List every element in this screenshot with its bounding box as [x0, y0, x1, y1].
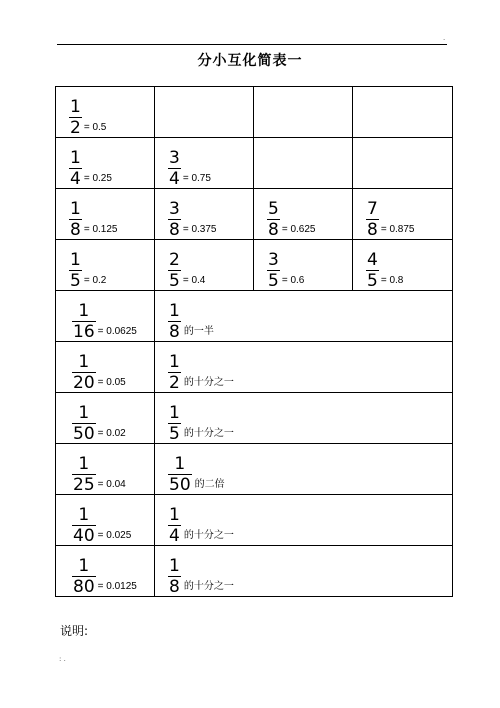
fraction [366, 251, 379, 290]
fraction-numerator: 1 [169, 403, 180, 423]
decimal-value: = 0.025 [97, 530, 132, 541]
fraction [168, 557, 181, 596]
fraction-denominator: 8 [169, 322, 180, 342]
table-cell [254, 240, 353, 291]
fraction [267, 200, 280, 239]
fraction-numerator: 1 [174, 454, 186, 474]
fraction-numerator: 1 [169, 505, 180, 525]
fraction-cell [69, 240, 154, 290]
relation-cell [168, 291, 452, 341]
fraction [168, 302, 181, 341]
fraction-cell [168, 138, 253, 188]
table-cell [254, 138, 353, 189]
fraction [72, 302, 96, 341]
fraction-denominator: 8 [268, 220, 279, 240]
fraction-numerator: 1 [70, 199, 81, 219]
decimal-value: = 0.04 [97, 479, 126, 490]
fraction-denominator: 8 [169, 577, 180, 597]
decimal-value: = 0.625 [281, 224, 316, 235]
fraction-numerator: 1 [70, 97, 81, 117]
fraction-cell [72, 393, 154, 443]
fraction [69, 149, 82, 188]
relation-cell [168, 393, 452, 443]
table-cell [56, 546, 155, 597]
fraction [72, 506, 96, 545]
table-cell [353, 189, 453, 240]
table-cell [353, 138, 453, 189]
decimal-value: = 0.875 [380, 224, 415, 235]
fraction [168, 200, 181, 239]
fraction-cell [72, 546, 154, 596]
corner-mark: · [443, 36, 446, 44]
decimal-value: = 0.02 [97, 428, 126, 439]
fraction-denominator: 50 [169, 475, 191, 495]
fraction-cell [267, 240, 352, 290]
fraction-numerator: 4 [367, 250, 378, 270]
fraction [168, 455, 192, 494]
decimal-value: = 0.0125 [97, 581, 137, 592]
fraction-numerator: 1 [78, 556, 90, 576]
decimal-value: = 0.6 [281, 275, 305, 286]
fraction-cell [168, 240, 253, 290]
table-cell [56, 495, 155, 546]
decimal-value: = 0.25 [83, 173, 112, 184]
table-cell [155, 393, 453, 444]
relation-cell [168, 342, 452, 392]
relation-text: 的十分之一 [183, 530, 234, 541]
fraction-denominator: 8 [367, 220, 378, 240]
fraction-denominator: 4 [169, 169, 180, 189]
table-cell [56, 138, 155, 189]
page-title: 分小互化简表一 [197, 53, 303, 69]
decimal-value: = 0.4 [182, 275, 206, 286]
fraction-denominator: 5 [367, 271, 378, 291]
table-row [56, 546, 453, 597]
relation-text: 的十分之一 [183, 377, 234, 388]
fraction-denominator: 5 [169, 424, 180, 444]
fraction-cell [72, 291, 154, 341]
decimal-value: = 0.5 [83, 122, 107, 133]
decimal-value: = 0.0625 [97, 326, 137, 337]
fraction-numerator: 2 [169, 250, 180, 270]
table-row [56, 495, 453, 546]
fraction-decimal-table [55, 86, 453, 597]
fraction-denominator: 5 [70, 271, 81, 291]
table-cell [155, 495, 453, 546]
decimal-value: = 0.05 [97, 377, 126, 388]
fraction [72, 557, 96, 596]
fraction-numerator: 3 [268, 250, 279, 270]
table-cell [353, 240, 453, 291]
fraction-numerator: 7 [367, 199, 378, 219]
fraction-denominator: 5 [169, 271, 180, 291]
table-row [56, 138, 453, 189]
fraction-denominator: 16 [73, 322, 95, 342]
fraction-numerator: 1 [70, 148, 81, 168]
relation-cell [168, 444, 452, 494]
fraction-numerator: 1 [78, 352, 90, 372]
fraction [168, 506, 181, 545]
table-cell [254, 87, 353, 138]
fraction-cell [69, 87, 154, 137]
fraction [72, 404, 96, 443]
fraction-denominator: 5 [268, 271, 279, 291]
fraction-denominator: 2 [70, 118, 81, 138]
fraction [69, 98, 82, 137]
table-cell [155, 240, 254, 291]
fraction-denominator: 80 [73, 577, 95, 597]
relation-text: 的一半 [183, 326, 214, 337]
fraction-denominator: 8 [169, 220, 180, 240]
table-cell [254, 189, 353, 240]
table-row [56, 240, 453, 291]
table-cell [155, 546, 453, 597]
fraction-numerator: 3 [169, 199, 180, 219]
table-row [56, 393, 453, 444]
fraction-numerator: 1 [78, 301, 90, 321]
fraction [72, 455, 96, 494]
fraction-cell [72, 444, 154, 494]
fraction-cell [366, 189, 452, 239]
fraction-denominator: 25 [73, 475, 95, 495]
relation-cell [168, 495, 452, 545]
fraction-numerator: 1 [169, 301, 180, 321]
fraction [72, 353, 96, 392]
decimal-value: = 0.125 [83, 224, 118, 235]
table-cell [56, 291, 155, 342]
fraction-cell [267, 189, 352, 239]
fraction-cell [69, 189, 154, 239]
fraction [267, 251, 280, 290]
table-cell [155, 291, 453, 342]
relation-cell [168, 546, 452, 596]
fraction [168, 251, 181, 290]
relation-text: 的十分之一 [183, 581, 234, 592]
table-row [56, 342, 453, 393]
table-cell [155, 342, 453, 393]
fraction-denominator: 8 [70, 220, 81, 240]
fraction [69, 200, 82, 239]
fraction [69, 251, 82, 290]
note-label: 说明: [60, 624, 89, 638]
footer-mark: : . [59, 655, 66, 663]
table-cell [56, 87, 155, 138]
fraction [366, 200, 379, 239]
relation-text: 的二倍 [194, 479, 225, 490]
table-cell [155, 87, 254, 138]
table-cell [56, 393, 155, 444]
fraction-cell [72, 495, 154, 545]
fraction [168, 353, 181, 392]
relation-text: 的十分之一 [183, 428, 234, 439]
fraction-numerator: 1 [169, 352, 180, 372]
header-rule [57, 44, 447, 45]
table-cell [155, 444, 453, 495]
fraction-denominator: 4 [169, 526, 180, 546]
table-row [56, 87, 453, 138]
table-cell [56, 342, 155, 393]
fraction-cell [72, 342, 154, 392]
fraction-denominator: 2 [169, 373, 180, 393]
table-cell [353, 87, 453, 138]
decimal-value: = 0.8 [380, 275, 404, 286]
table-cell [155, 138, 254, 189]
fraction-denominator: 20 [73, 373, 95, 393]
fraction-numerator: 1 [78, 403, 90, 423]
fraction-denominator: 4 [70, 169, 81, 189]
table-cell [56, 444, 155, 495]
table-row [56, 291, 453, 342]
decimal-value: = 0.375 [182, 224, 217, 235]
table-row [56, 444, 453, 495]
fraction-numerator: 1 [169, 556, 180, 576]
table-body [56, 87, 453, 597]
table-cell [155, 189, 254, 240]
table-cell [56, 240, 155, 291]
fraction [168, 149, 181, 188]
fraction-numerator: 1 [78, 505, 90, 525]
fraction-numerator: 1 [70, 250, 81, 270]
fraction-numerator: 3 [169, 148, 180, 168]
fraction-cell [168, 189, 253, 239]
fraction-numerator: 1 [78, 454, 90, 474]
table-row [56, 189, 453, 240]
fraction-cell [366, 240, 452, 290]
fraction-denominator: 40 [73, 526, 95, 546]
decimal-value: = 0.2 [83, 275, 107, 286]
table-cell [56, 189, 155, 240]
fraction-cell [69, 138, 154, 188]
decimal-value: = 0.75 [182, 173, 211, 184]
fraction-numerator: 5 [268, 199, 279, 219]
fraction [168, 404, 181, 443]
fraction-denominator: 50 [73, 424, 95, 444]
